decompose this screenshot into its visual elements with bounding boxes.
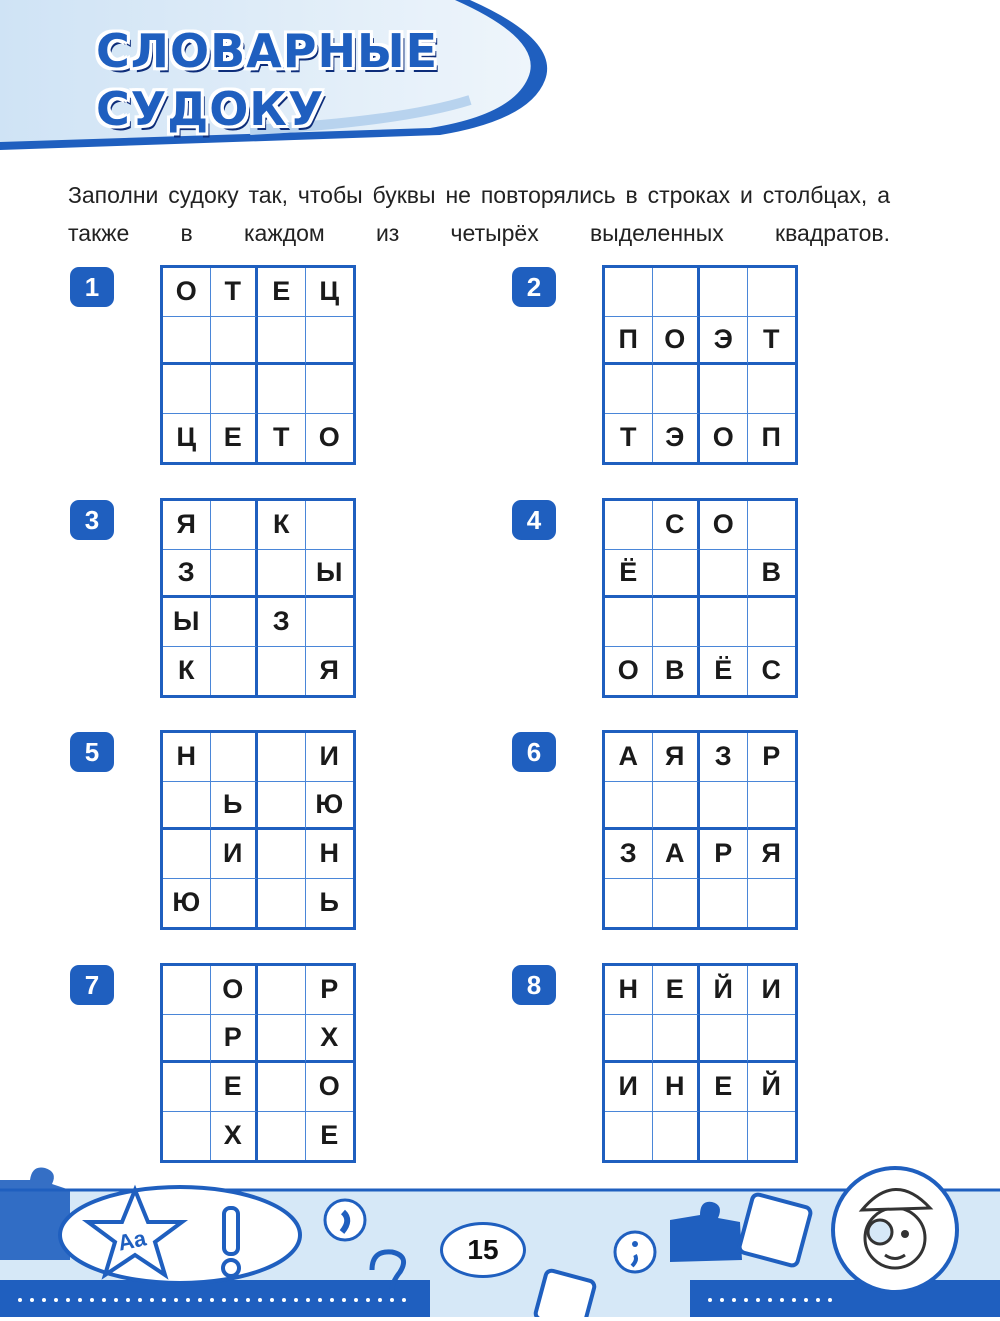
sudoku-cell[interactable] xyxy=(700,598,748,647)
page-number: 15 xyxy=(440,1222,526,1278)
page-title-line2: СУДОКУ xyxy=(96,82,325,136)
sudoku-cell: З xyxy=(258,598,306,647)
sudoku-cell[interactable] xyxy=(211,879,259,928)
sudoku-cell: О xyxy=(653,317,701,366)
sudoku-cell[interactable] xyxy=(258,966,306,1015)
sudoku-cell[interactable] xyxy=(700,1015,748,1064)
sudoku-cell: Ц xyxy=(306,268,354,317)
sudoku-cell: В xyxy=(653,647,701,696)
sudoku-cell[interactable] xyxy=(653,268,701,317)
sudoku-cell: Н xyxy=(306,830,354,879)
sudoku-cell: Н xyxy=(653,1063,701,1112)
sudoku-cell[interactable] xyxy=(211,647,259,696)
sudoku-cell[interactable] xyxy=(700,879,748,928)
sudoku-cell[interactable] xyxy=(700,268,748,317)
puzzle-number-badge: 6 xyxy=(512,732,556,772)
sudoku-cell[interactable] xyxy=(211,598,259,647)
sudoku-cell: П xyxy=(761,422,781,453)
sudoku-cell[interactable] xyxy=(258,1063,306,1112)
sudoku-cell: Ю xyxy=(163,879,211,928)
sudoku-cell: С xyxy=(761,655,781,686)
sudoku-cell[interactable] xyxy=(211,317,259,366)
sudoku-cell: Ц xyxy=(163,414,211,463)
sudoku-cell[interactable] xyxy=(748,365,796,414)
sudoku-grid xyxy=(160,498,356,698)
sudoku-cell[interactable] xyxy=(306,598,354,647)
sudoku-cell: И xyxy=(211,830,259,879)
sudoku-grid xyxy=(602,498,798,698)
sudoku-cell: О xyxy=(163,268,211,317)
sudoku-cell: Я xyxy=(319,655,339,686)
instructions-text: Заполни судоку так, чтобы буквы не повторялись в строках и столбцах, а также в каждом из четырёх выделенных квадратов. xyxy=(68,182,890,246)
sudoku-cell[interactable] xyxy=(653,365,701,414)
sudoku-grid xyxy=(160,963,356,1163)
sudoku-cell[interactable] xyxy=(258,317,306,366)
puzzle-number-badge: 3 xyxy=(70,500,114,540)
sudoku-cell: Ы xyxy=(163,598,211,647)
sudoku-cell: Х xyxy=(211,1112,259,1161)
sudoku-cell[interactable] xyxy=(605,1112,653,1161)
sudoku-cell: И xyxy=(605,1063,653,1112)
sudoku-cell[interactable] xyxy=(258,733,306,782)
sudoku-cell[interactable] xyxy=(653,879,701,928)
sudoku-cell: И xyxy=(306,733,354,782)
sudoku-cell: З xyxy=(700,733,748,782)
sudoku-cell[interactable] xyxy=(306,365,354,414)
sudoku-cell[interactable] xyxy=(258,1015,306,1064)
puzzle-number-badge: 2 xyxy=(512,267,556,307)
sudoku-cell[interactable] xyxy=(306,317,354,366)
sudoku-cell[interactable] xyxy=(605,365,653,414)
sudoku-cell[interactable] xyxy=(653,1112,701,1161)
sudoku-cell: Х xyxy=(306,1015,354,1064)
sudoku-cell[interactable] xyxy=(653,598,701,647)
sudoku-cell[interactable] xyxy=(748,598,796,647)
sudoku-cell[interactable] xyxy=(748,782,796,831)
sudoku-cell: С xyxy=(653,501,701,550)
sudoku-cell: О xyxy=(318,422,340,453)
sudoku-cell: Ё xyxy=(605,550,653,599)
sudoku-cell[interactable] xyxy=(258,879,306,928)
sudoku-cell: А xyxy=(653,830,701,879)
puzzle-number-badge: 4 xyxy=(512,500,556,540)
puzzle-number-badge: 1 xyxy=(70,267,114,307)
sudoku-cell: Е xyxy=(258,268,306,317)
sudoku-cell[interactable] xyxy=(163,782,211,831)
sudoku-cell[interactable] xyxy=(211,501,259,550)
sudoku-grid xyxy=(602,963,798,1163)
sudoku-cell: Ё xyxy=(700,647,748,696)
sudoku-cell[interactable] xyxy=(163,966,211,1015)
sudoku-cell[interactable] xyxy=(258,550,306,599)
puzzle-number-badge: 7 xyxy=(70,965,114,1005)
sudoku-cell: О xyxy=(700,414,748,463)
sudoku-cell: Р xyxy=(306,966,354,1015)
sudoku-cell[interactable] xyxy=(211,365,259,414)
sudoku-cell[interactable] xyxy=(211,733,259,782)
sudoku-cell[interactable] xyxy=(748,1112,796,1161)
sudoku-grid xyxy=(602,265,798,465)
sudoku-cell[interactable] xyxy=(653,782,701,831)
sudoku-cell: Я xyxy=(163,501,211,550)
sudoku-cell: И xyxy=(748,966,796,1015)
sudoku-cell[interactable] xyxy=(748,501,796,550)
sudoku-cell: Р xyxy=(700,830,748,879)
sudoku-cell[interactable] xyxy=(258,647,306,696)
sudoku-cell: А xyxy=(605,733,653,782)
sudoku-cell[interactable] xyxy=(700,782,748,831)
sudoku-cell: Р xyxy=(748,733,796,782)
sudoku-cell[interactable] xyxy=(306,501,354,550)
sudoku-cell: Е xyxy=(211,1063,259,1112)
sudoku-grid xyxy=(602,730,798,930)
sudoku-cell[interactable] xyxy=(163,1015,211,1064)
sudoku-cell[interactable] xyxy=(258,1112,306,1161)
sudoku-cell[interactable] xyxy=(700,1112,748,1161)
sudoku-cell: П xyxy=(605,317,653,366)
sudoku-cell: О xyxy=(605,647,653,696)
sudoku-cell: Т xyxy=(211,268,259,317)
sudoku-cell: К xyxy=(258,501,306,550)
sudoku-cell[interactable] xyxy=(163,830,211,879)
sudoku-cell: З xyxy=(605,830,653,879)
sudoku-cell: Е xyxy=(320,1120,339,1151)
sudoku-cell: К xyxy=(163,647,211,696)
sudoku-cell: Я xyxy=(653,733,701,782)
sudoku-cell: Э xyxy=(700,317,748,366)
sudoku-cell[interactable] xyxy=(163,1112,211,1161)
sudoku-cell[interactable] xyxy=(748,879,796,928)
puzzle-number-badge: 5 xyxy=(70,732,114,772)
sudoku-cell[interactable] xyxy=(163,317,211,366)
sudoku-cell[interactable] xyxy=(748,1015,796,1064)
sudoku-cell: Ю xyxy=(306,782,354,831)
sudoku-cell: О xyxy=(211,966,259,1015)
sudoku-cell[interactable] xyxy=(653,1015,701,1064)
sudoku-cell: Й xyxy=(700,966,748,1015)
sudoku-cell: Е xyxy=(653,966,701,1015)
sudoku-cell[interactable] xyxy=(258,830,306,879)
sudoku-cell[interactable] xyxy=(605,782,653,831)
sudoku-cell: Т xyxy=(605,414,653,463)
sudoku-cell[interactable] xyxy=(605,598,653,647)
sudoku-cell: Н xyxy=(163,733,211,782)
sudoku-cell: Й xyxy=(748,1063,796,1112)
sudoku-cell: Е xyxy=(211,414,259,463)
sudoku-cell[interactable] xyxy=(748,268,796,317)
aa-star-label: Aa xyxy=(115,1225,149,1256)
sudoku-cell[interactable] xyxy=(653,550,701,599)
sudoku-cell: Ь xyxy=(319,887,339,918)
sudoku-cell[interactable] xyxy=(211,550,259,599)
sudoku-cell[interactable] xyxy=(258,782,306,831)
sudoku-cell: Т xyxy=(748,317,796,366)
sudoku-cell[interactable] xyxy=(605,501,653,550)
sudoku-cell[interactable] xyxy=(163,365,211,414)
sudoku-cell: Э xyxy=(653,414,701,463)
sudoku-grid xyxy=(160,265,356,465)
sudoku-cell: З xyxy=(163,550,211,599)
sudoku-cell[interactable] xyxy=(700,365,748,414)
sudoku-cell: О xyxy=(700,501,748,550)
sudoku-cell: Р xyxy=(211,1015,259,1064)
sudoku-cell: Ы xyxy=(306,550,354,599)
puzzle-number-badge: 8 xyxy=(512,965,556,1005)
sudoku-cell[interactable] xyxy=(258,365,306,414)
sudoku-cell: Ь xyxy=(211,782,259,831)
sudoku-cell[interactable] xyxy=(163,1063,211,1112)
sudoku-cell: Я xyxy=(748,830,796,879)
sudoku-cell[interactable] xyxy=(700,550,748,599)
sudoku-cell: Т xyxy=(258,414,306,463)
sudoku-cell[interactable] xyxy=(605,879,653,928)
sudoku-cell: Н xyxy=(605,966,653,1015)
title-banner xyxy=(0,0,560,160)
sudoku-cell: В xyxy=(748,550,796,599)
sudoku-grid xyxy=(160,730,356,930)
sudoku-cell[interactable] xyxy=(605,268,653,317)
sudoku-cell: О xyxy=(306,1063,354,1112)
sudoku-cell[interactable] xyxy=(605,1015,653,1064)
page-title-line1: СЛОВАРНЫЕ xyxy=(96,24,439,78)
sudoku-cell: Е xyxy=(700,1063,748,1112)
